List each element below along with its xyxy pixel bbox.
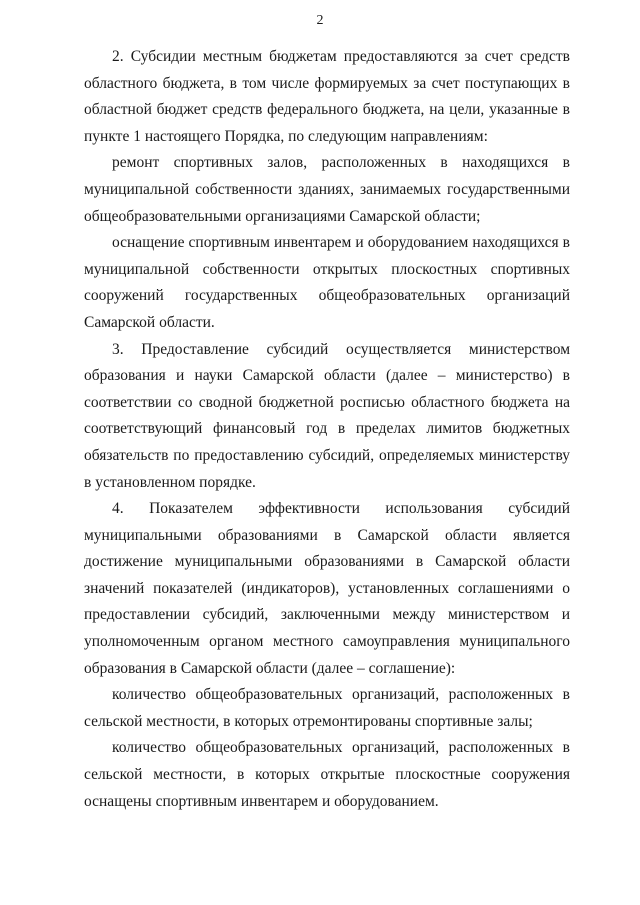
- paragraph-direction-equipment: оснащение спортивным инвентарем и оборудованием находящихся в муниципальной собственности открытых плоскостных спортивных сооружений государственных общеобразовательных организаций Самарской области.: [84, 234, 570, 331]
- paragraph-indicator-gyms-repaired: количество общеобразовательных организаций, расположенных в сельской местности, в которых отремонтированы спортивные залы;: [84, 686, 570, 730]
- paragraph-indicator-facilities-equipped: количество общеобразовательных организаций, расположенных в сельской местности, в которых открытые плоскостные сооружения оснащены спортивным инвентарем и оборудованием.: [84, 739, 570, 810]
- paragraph-direction-gym-repair: ремонт спортивных залов, расположенных в находящихся в муниципальной собственности зданиях, занимаемых государственными общеобразовательными организациями Самарской области;: [84, 154, 570, 225]
- paragraph-2-subsidies-source: 2. Субсидии местным бюджетам предоставляются за счет средств областного бюджета, в том числе формируемых за счет поступающих в областной бюджет средств федерального бюджета, на цели, указанные в пункте 1 настоящего Порядка, по следующим направлениям:: [84, 48, 570, 145]
- document-body: [84, 44, 570, 815]
- page-number: 2: [316, 13, 324, 28]
- paragraph-3-provision: 3. Предоставление субсидий осуществляется министерством образования и науки Самарской области (далее – министерство) в соответствии со сводной бюджетной росписью областного бюджета на соответствующий финансовый год в пределах лимитов бюджетных обязательств по предоставлению субсидий, определяемых министерству в установленном порядке.: [84, 340, 570, 491]
- paragraph-4-efficiency-indicator: 4. Показателем эффективности использования субсидий муниципальными образованиями в Самарской области является достижение муниципальными образованиями в Самарской области значений показателей (индикаторов), установленных соглашениями о предоставлении субсидий, заключенными между министерством и уполномоченным органом местного самоуправления муниципального образования в Самарской области (далее – соглашение):: [84, 500, 570, 677]
